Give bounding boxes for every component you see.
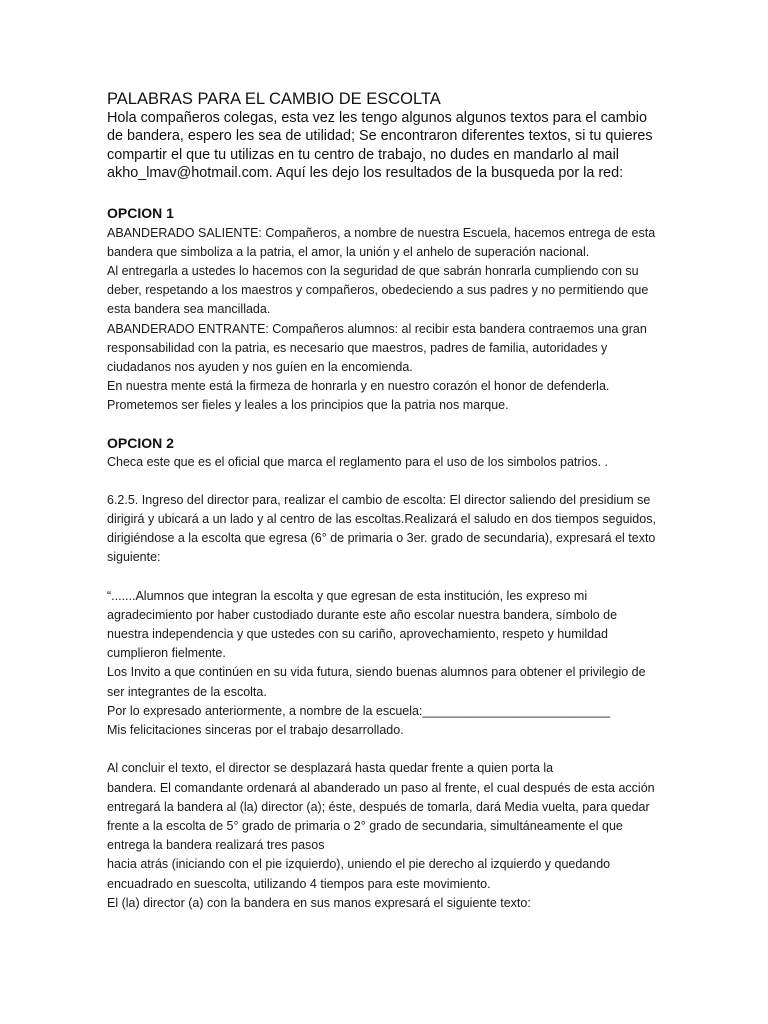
intro-line: de bandera, espero les sea de utilidad; Se encontraron diferentes textos, si tu quieres	[107, 128, 653, 145]
option-2-line: Los Invito a que continúen en su vida futura, siendo buenas alumnos para obtener el privilegio de	[107, 665, 646, 680]
option-2-heading: OPCION 2	[107, 434, 174, 451]
option-2-line: Por lo expresado anteriormente, a nombre de la escuela:___________________________	[107, 703, 611, 718]
option-1-line: esta bandera sea mancillada.	[107, 302, 271, 317]
option-2-line: ser integrantes de la escolta.	[107, 684, 267, 699]
intro-line: compartir el que tu utilizas en tu centro de trabajo, no dudes en mandarlo al mail	[107, 146, 619, 163]
option-2-block-1	[107, 491, 667, 568]
option-2-line: “.......Alumnos que integran la escolta y que egresan de esta institución, les expreso mi	[107, 588, 588, 603]
option-2-line: Mis felicitaciones sinceras por el trabajo desarrollado.	[107, 723, 404, 738]
intro-paragraph	[107, 109, 667, 183]
option-1-line: En nuestra mente está la firmeza de honrarla y en nuestro corazón el honor de defenderla.	[107, 379, 610, 394]
option-2-note: Checa este que es el oficial que marca el reglamento para el uso de los simbolos patrios. .	[107, 454, 608, 469]
option-1-line: ABANDERADO SALIENTE: Compañeros, a nombre de nuestra Escuela, hacemos entrega de esta	[107, 225, 656, 240]
option-2-line: frente a la escolta de 5° grado de primaria o 2° grado de secundaria, simultáneamente el que	[107, 818, 623, 833]
intro-line: Hola compañeros colegas, esta vez les tengo algunos algunos textos para el cambio	[107, 110, 647, 126]
option-2-line: 6.2.5. Ingreso del director para, realizar el cambio de escolta: El director saliendo del presidium se	[107, 492, 651, 507]
document-page	[107, 90, 667, 913]
option-1-heading: OPCION 1	[107, 204, 174, 221]
option-1-line: Prometemos ser fieles y leales a los principios que la patria nos marque.	[107, 398, 509, 413]
option-2-line: Al concluir el texto, el director se desplazará hasta quedar frente a quien porta la	[107, 761, 554, 776]
intro-line: akho_lmav@hotmail.com. Aquí les dejo los resultados de la busqueda por la red:	[107, 165, 624, 182]
option-2-line: siguiente:	[107, 550, 161, 565]
option-2-line: agradecimiento por haber custodiado durante este año escolar nuestra bandera, símbolo de	[107, 607, 618, 622]
document-title: PALABRAS PARA EL CAMBIO DE ESCOLTA	[107, 90, 441, 108]
option-2-line: nuestra independencia y que ustedes con su cariño, aprovechamiento, respeto y humildad	[107, 627, 609, 642]
option-1-line: deber, respetando a los maestros y compañeros, obedeciendo a sus padres y no permitiendo que	[107, 283, 649, 298]
option-1-line: responsabilidad con la patria, es necesario que maestros, padres de familia, autoridades y	[107, 340, 608, 355]
option-2-line: entregará la bandera al (la) director (a); éste, después de tomarla, dará Media vuelta, para quedar	[107, 799, 650, 814]
option-1-line: Al entregarla a ustedes lo hacemos con la seguridad de que sabrán honrarla cumpliendo con su	[107, 264, 639, 279]
option-2-line: cumplieron fielmente.	[107, 646, 226, 661]
option-1-line: ABANDERADO ENTRANTE: Compañeros alumnos: al recibir esta bandera contraemos una gran	[107, 321, 647, 336]
option-2-line: encuadrado en suescolta, utilizando 4 tiempos para este movimiento.	[107, 876, 491, 891]
option-2-line: entrega la bandera realizará tres pasos	[107, 838, 325, 853]
option-2-line: bandera. El comandante ordenará al abanderado un paso al frente, el cual después de esta acción	[107, 780, 655, 795]
option-2-block-3	[107, 759, 667, 913]
option-1-line: bandera que simboliza a la patria, el amor, la unión y el anhelo de superación nacional.	[107, 244, 590, 259]
option-1-line: ciudadanos nos ayuden y nos guíen en la encomienda.	[107, 360, 413, 375]
option-1-text	[107, 224, 667, 416]
option-2-line: dirigiéndose a la escolta que egresa (6° de primaria o 3er. grado de secundaria), expresará el texto	[107, 531, 656, 546]
option-2-line: dirigirá y ubicará a un lado y al centro de las escoltas.Realizará el saludo en dos tiempos seguidos,	[107, 512, 656, 527]
option-2-block-2	[107, 587, 667, 741]
option-2-line: El (la) director (a) con la bandera en sus manos expresará el siguiente texto:	[107, 895, 531, 910]
option-2-line: hacia atrás (iniciando con el pie izquierdo), uniendo el pie derecho al izquierdo y quedando	[107, 857, 611, 872]
